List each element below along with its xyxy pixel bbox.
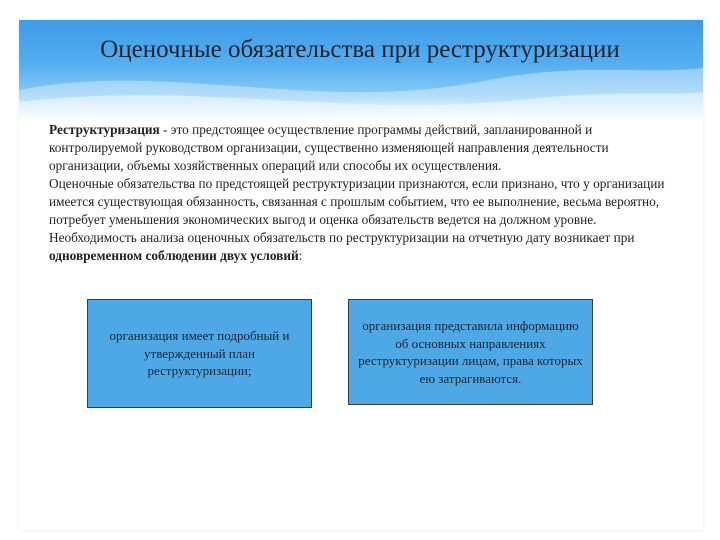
body-text <box>49 121 679 265</box>
definition-text: - это предстоящее осуществление программы действий, запланированной и контролируемой руководством организации, существенно изменяющей направления деятельности организации, объемы хозяйственных операций или способы их осуществления. <box>49 122 609 173</box>
header-band <box>19 20 703 118</box>
term-restructuring: Реструктуризация <box>49 122 160 137</box>
conditions-emphasis: одновременном соблюдении двух условий <box>49 248 299 263</box>
header-wave-decoration <box>19 20 703 118</box>
conditions-colon: : <box>298 248 303 263</box>
recognition-paragraph: Оценочные обязательства по предстоящей реструктуризации признаются, если признано, что у организации имеется существующая обязанность, связанная с прошлым событием, что ее выполнение, весьма вероятно, потребует уменьшения экономических выгод и оценка обязательств ведется на должном уровне. <box>49 176 665 227</box>
condition-disclosure-text: организация представила информацию об основных направлениях реструктуризации лицам, права которых ею затрагиваются. <box>358 318 583 386</box>
conditions-paragraph <box>49 229 679 265</box>
conditions-lead: Необходимость анализа оценочных обязательств по реструктуризации на отчетную дату возникает при <box>49 230 635 245</box>
condition-box-plan <box>87 299 312 408</box>
slide-title: Оценочные обязательства при реструктуризации <box>100 36 620 63</box>
definition-paragraph <box>49 121 679 175</box>
condition-plan-text: организация имеет подробный и утвержденный план реструктуризации; <box>109 328 290 379</box>
condition-box-disclosure <box>348 299 593 405</box>
